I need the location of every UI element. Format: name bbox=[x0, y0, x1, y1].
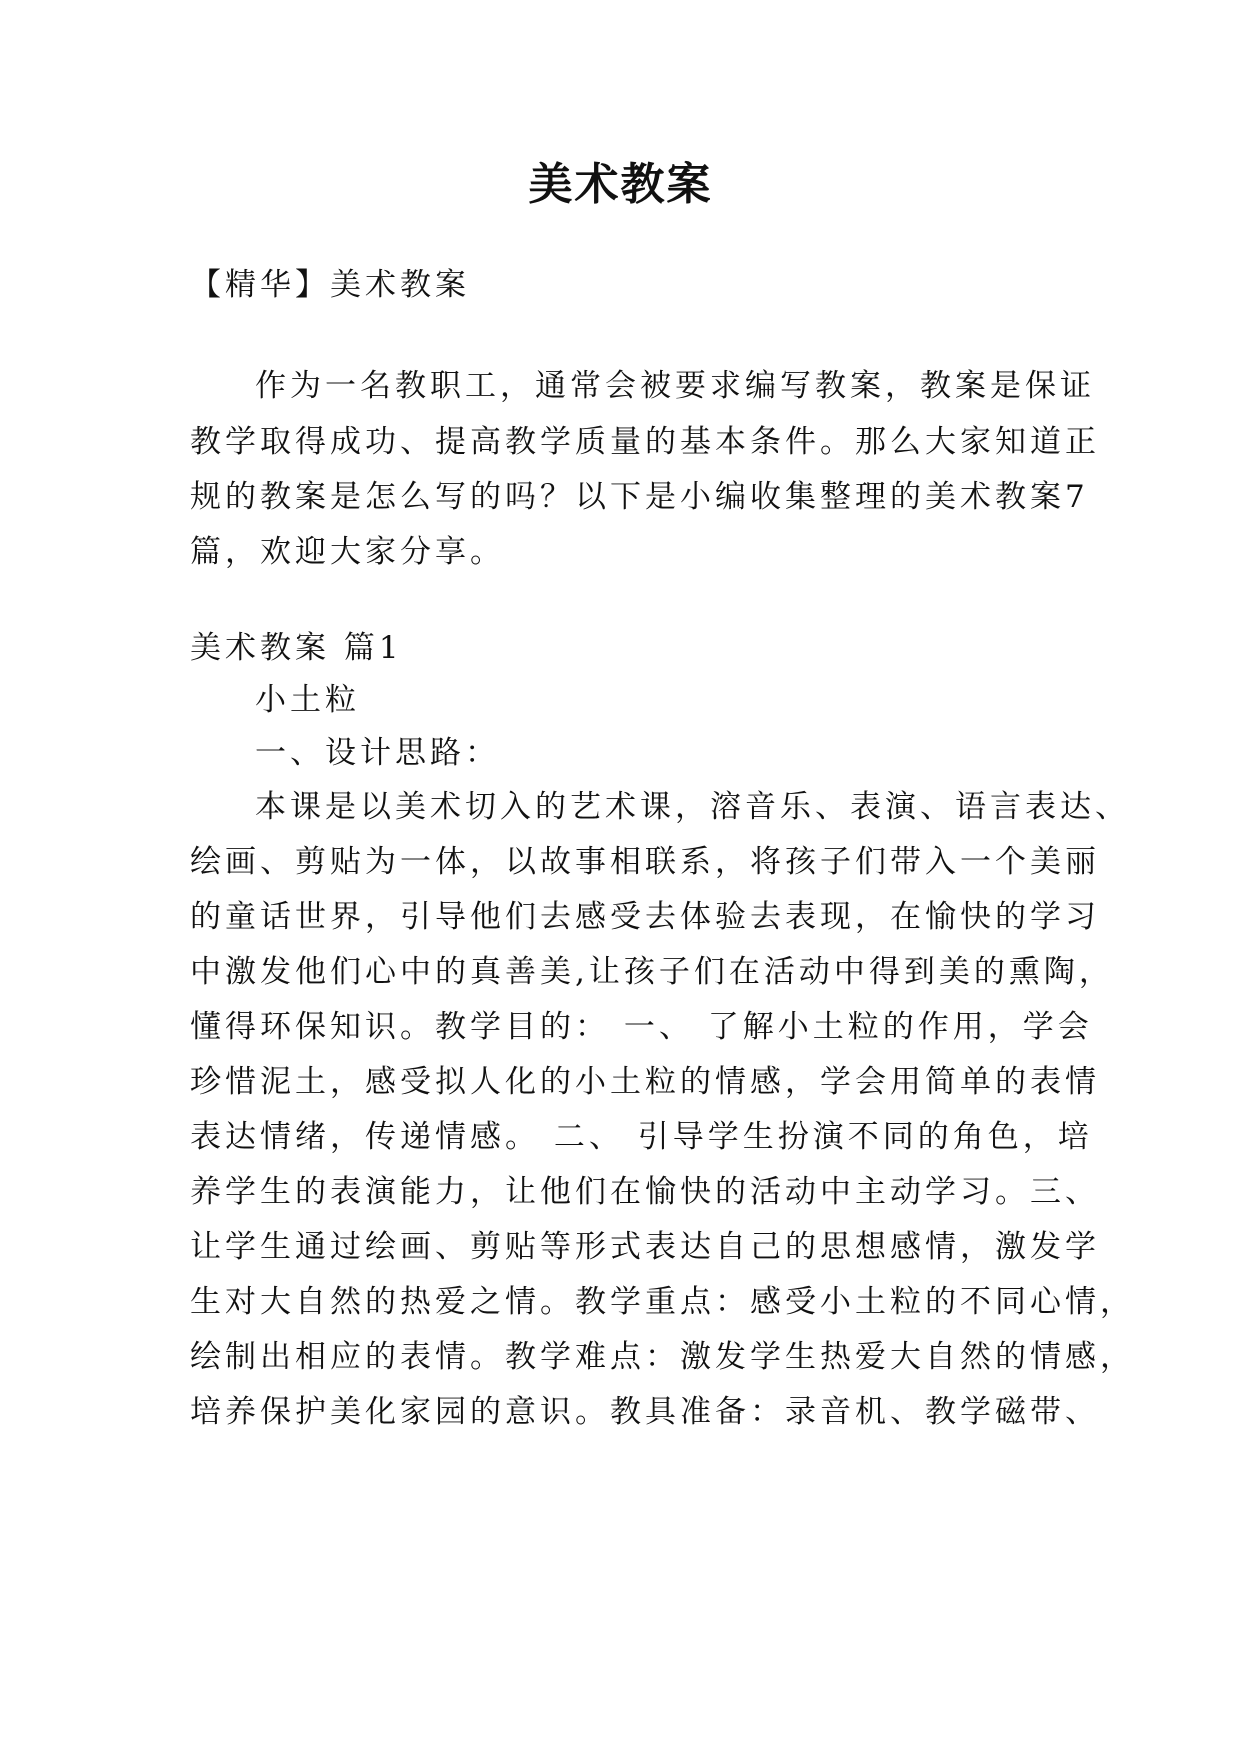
intro-line: 规的教案是怎么写的吗？以下是小编收集整理的美术教案7 bbox=[190, 479, 1089, 515]
body-line: 绘画、剪贴为一体，以故事相联系，将孩子们带入一个美丽 bbox=[190, 844, 1100, 880]
intro-line: 作为一名教职工，通常会被要求编写教案，教案是保证 bbox=[255, 368, 1095, 404]
body-line: 养学生的表演能力，让他们在愉快的活动中主动学习。三、 bbox=[190, 1174, 1100, 1210]
body-line: 懂得环保知识。教学目的： 一、 了解小土粒的作用，学会 bbox=[190, 1009, 1093, 1045]
body-line: 中激发他们心中的真善美,让孩子们在活动中得到美的熏陶， bbox=[190, 954, 1114, 990]
body-line: 培养保护美化家园的意识。教具准备：录音机、教学磁带、 bbox=[190, 1394, 1100, 1430]
intro-line: 篇，欢迎大家分享。 bbox=[190, 534, 505, 570]
body-line: 绘制出相应的表情。教学难点：激发学生热爱大自然的情感， bbox=[190, 1339, 1135, 1375]
body-line: 珍惜泥土，感受拟人化的小土粒的情感，学会用简单的表情 bbox=[190, 1064, 1100, 1100]
body-line: 的童话世界，引导他们去感受去体验去表现，在愉快的学习 bbox=[190, 899, 1100, 935]
section-heading: 美术教案 篇1 bbox=[190, 630, 403, 666]
intro-line: 教学取得成功、提高教学质量的基本条件。那么大家知道正 bbox=[190, 424, 1100, 460]
design-heading: 一、设计思路： bbox=[255, 735, 500, 771]
document-title: 美术教案 bbox=[528, 159, 713, 210]
body-line: 本课是以美术切入的艺术课，溶音乐、表演、语言表达、 bbox=[255, 789, 1130, 825]
body-line: 生对大自然的热爱之情。教学重点：感受小土粒的不同心情， bbox=[190, 1284, 1135, 1320]
document-subtitle: 【精华】美术教案 bbox=[190, 267, 470, 303]
body-line: 让学生通过绘画、剪贴等形式表达自己的思想感情，激发学 bbox=[190, 1229, 1100, 1265]
body-line: 表达情绪，传递情感。 二、 引导学生扮演不同的角色，培 bbox=[190, 1119, 1093, 1155]
lesson-title: 小土粒 bbox=[255, 682, 360, 718]
